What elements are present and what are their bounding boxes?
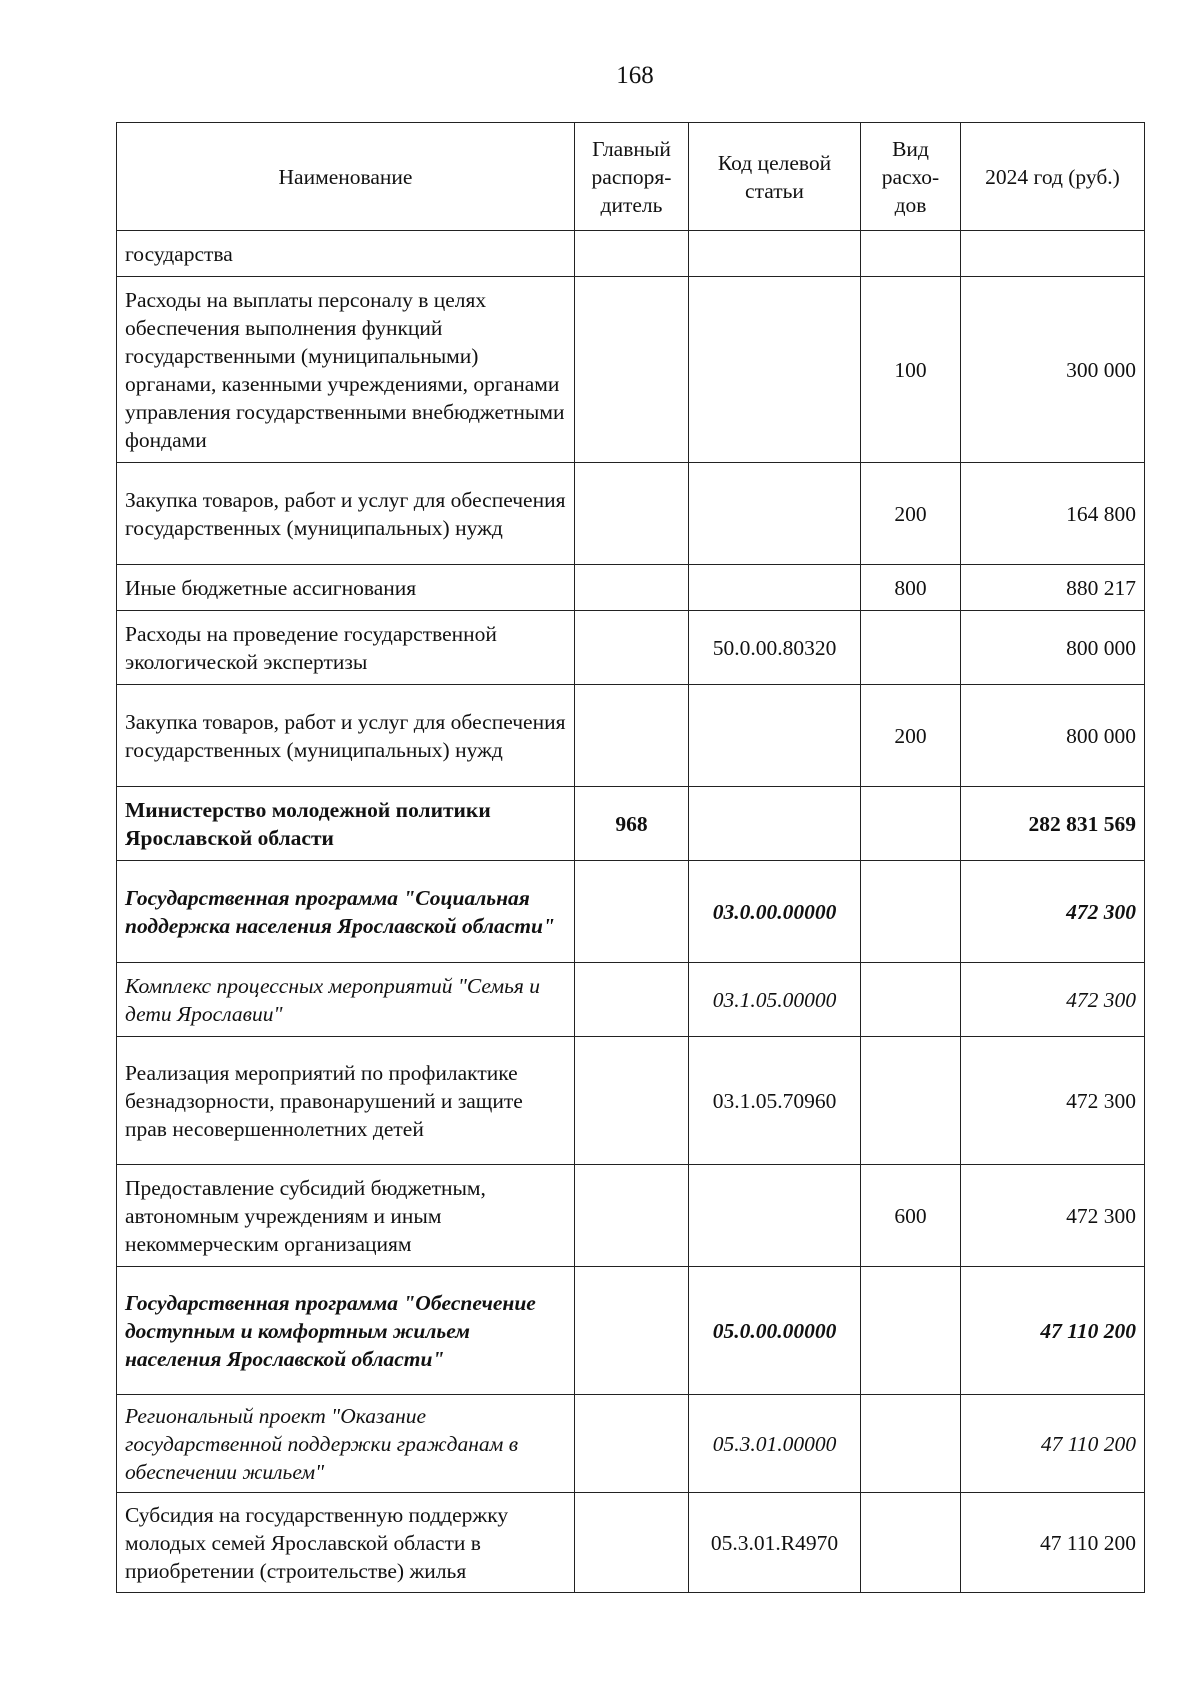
header-name: Наименование <box>117 123 575 231</box>
table-row <box>117 861 1145 963</box>
cell-expense-type <box>861 611 961 685</box>
cell-expense-type: 200 <box>861 463 961 565</box>
cell-target-code <box>689 685 861 787</box>
cell-expense-type <box>861 963 961 1037</box>
cell-name: Государственная программа "Социальная поддержка населения Ярославской области" <box>117 861 575 963</box>
cell-chief-manager <box>575 1267 689 1395</box>
cell-name: Реализация мероприятий по профилактике безнадзорности, правонарушений и защите прав несовершеннолетних детей <box>117 1037 575 1165</box>
table-row <box>117 1165 1145 1267</box>
page-number: 168 <box>616 62 654 89</box>
cell-amount: 282 831 569 <box>961 787 1145 861</box>
table-row <box>117 1267 1145 1395</box>
table-row <box>117 685 1145 787</box>
cell-amount: 164 800 <box>961 463 1145 565</box>
cell-chief-manager <box>575 565 689 611</box>
cell-expense-type: 600 <box>861 1165 961 1267</box>
cell-expense-type <box>861 861 961 963</box>
cell-target-code <box>689 463 861 565</box>
cell-target-code: 03.1.05.00000 <box>689 963 861 1037</box>
cell-target-code <box>689 1165 861 1267</box>
cell-amount: 472 300 <box>961 963 1145 1037</box>
cell-name: Предоставление субсидий бюджетным, автономным учреждениям и иным некоммерческим организациям <box>117 1165 575 1267</box>
cell-expense-type: 200 <box>861 685 961 787</box>
cell-target-code <box>689 231 861 277</box>
cell-chief-manager <box>575 1395 689 1493</box>
cell-target-code <box>689 277 861 463</box>
header-chief-manager: Главный распоря-дитель <box>575 123 689 231</box>
cell-name: Расходы на выплаты персоналу в целях обеспечения выполнения функций государственными (муниципальными) органами, казенными учреждениями, органами управления государственными внебюджетными фондами <box>117 277 575 463</box>
cell-target-code: 03.0.00.00000 <box>689 861 861 963</box>
cell-name: Закупка товаров, работ и услуг для обеспечения государственных (муниципальных) нужд <box>117 463 575 565</box>
cell-chief-manager <box>575 1165 689 1267</box>
cell-amount: 472 300 <box>961 1165 1145 1267</box>
cell-chief-manager <box>575 611 689 685</box>
cell-amount: 800 000 <box>961 685 1145 787</box>
table-row <box>117 1037 1145 1165</box>
cell-chief-manager <box>575 861 689 963</box>
table-row <box>117 611 1145 685</box>
cell-target-code: 50.0.00.80320 <box>689 611 861 685</box>
cell-chief-manager <box>575 231 689 277</box>
cell-name: Комплекс процессных мероприятий "Семья и дети Ярославии" <box>117 963 575 1037</box>
cell-target-code: 05.3.01.00000 <box>689 1395 861 1493</box>
cell-name: Субсидия на государственную поддержку молодых семей Ярославской области в приобретении (строительстве) жилья <box>117 1493 575 1593</box>
cell-amount: 880 217 <box>961 565 1145 611</box>
cell-amount: 472 300 <box>961 861 1145 963</box>
cell-target-code: 05.3.01.R4970 <box>689 1493 861 1593</box>
cell-chief-manager <box>575 685 689 787</box>
cell-chief-manager <box>575 1493 689 1593</box>
budget-table <box>116 122 1145 1593</box>
cell-chief-manager <box>575 277 689 463</box>
cell-expense-type: 800 <box>861 565 961 611</box>
cell-name: государства <box>117 231 575 277</box>
cell-target-code: 03.1.05.70960 <box>689 1037 861 1165</box>
cell-amount <box>961 231 1145 277</box>
cell-amount: 47 110 200 <box>961 1395 1145 1493</box>
cell-expense-type <box>861 1395 961 1493</box>
cell-amount: 800 000 <box>961 611 1145 685</box>
cell-expense-type <box>861 1267 961 1395</box>
cell-target-code <box>689 565 861 611</box>
cell-expense-type: 100 <box>861 277 961 463</box>
cell-target-code <box>689 787 861 861</box>
cell-name: Закупка товаров, работ и услуг для обеспечения государственных (муниципальных) нужд <box>117 685 575 787</box>
cell-expense-type <box>861 231 961 277</box>
header-target-code: Код целевой статьи <box>689 123 861 231</box>
cell-amount: 472 300 <box>961 1037 1145 1165</box>
table-row <box>117 463 1145 565</box>
cell-amount: 300 000 <box>961 277 1145 463</box>
table-row <box>117 565 1145 611</box>
cell-name: Региональный проект "Оказание государственной поддержки гражданам в обеспечении жильем" <box>117 1395 575 1493</box>
cell-amount: 47 110 200 <box>961 1493 1145 1593</box>
cell-chief-manager <box>575 463 689 565</box>
table-row <box>117 963 1145 1037</box>
cell-chief-manager <box>575 1037 689 1165</box>
cell-chief-manager: 968 <box>575 787 689 861</box>
table-row <box>117 1493 1145 1593</box>
cell-name: Государственная программа "Обеспечение доступным и комфортным жильем населения Ярославской области" <box>117 1267 575 1395</box>
cell-expense-type <box>861 787 961 861</box>
header-expense-type: Вид расхо-дов <box>861 123 961 231</box>
table-header-row <box>117 123 1145 231</box>
cell-expense-type <box>861 1037 961 1165</box>
cell-name: Расходы на проведение государственной экологической экспертизы <box>117 611 575 685</box>
header-amount-2024: 2024 год (руб.) <box>961 123 1145 231</box>
cell-expense-type <box>861 1493 961 1593</box>
table-row <box>117 787 1145 861</box>
table-row <box>117 277 1145 463</box>
table-row <box>117 1395 1145 1493</box>
table-row <box>117 231 1145 277</box>
cell-chief-manager <box>575 963 689 1037</box>
cell-name: Министерство молодежной политики Ярославской области <box>117 787 575 861</box>
cell-name: Иные бюджетные ассигнования <box>117 565 575 611</box>
cell-amount: 47 110 200 <box>961 1267 1145 1395</box>
cell-target-code: 05.0.00.00000 <box>689 1267 861 1395</box>
